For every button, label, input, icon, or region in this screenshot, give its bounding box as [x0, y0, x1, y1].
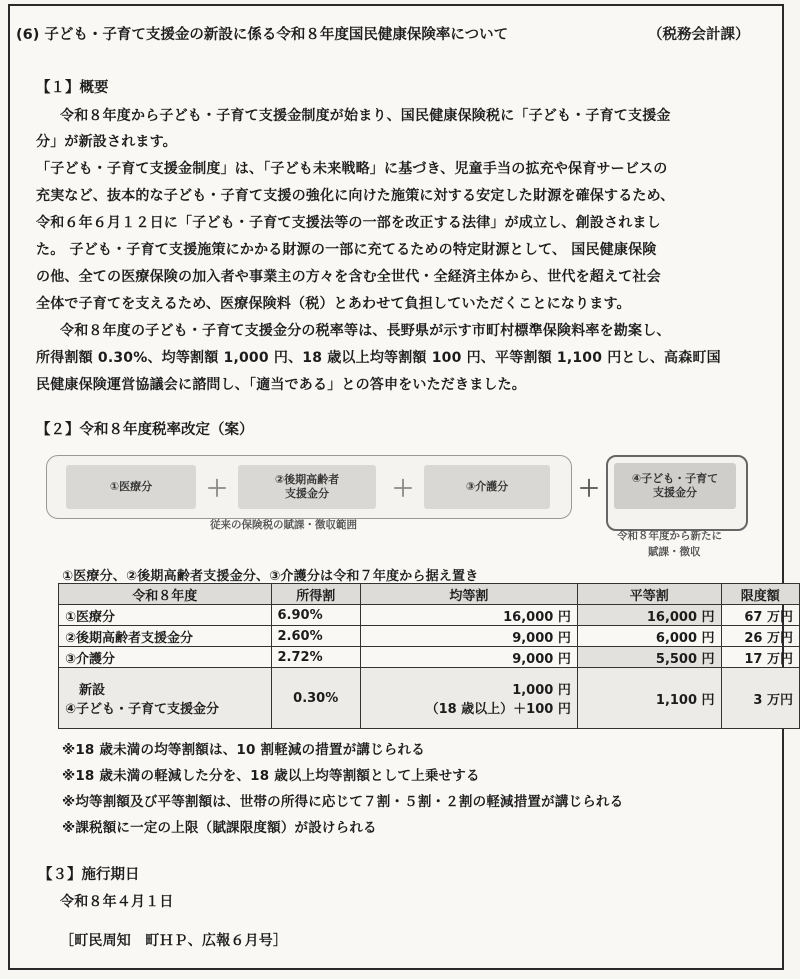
table-note: ①医療分、②後期高齢者支援金分、③介護分は令和７年度から据え置き	[62, 569, 479, 584]
table-row	[59, 647, 800, 668]
income-rate: 2.72%	[271, 647, 360, 668]
child-support-row-label: ④子ども・子育て支援金分	[65, 702, 220, 717]
section3-heading: 【３】施行期日	[38, 867, 140, 883]
footnote: ※課税額に一定の上限（賦課限度額）が設けられる	[62, 820, 377, 836]
paragraph-line: 全体で子育てを支えるため、医療保険料（税）とあわせて負担していただくことになります。	[36, 296, 631, 312]
document-title: (6) 子ども・子育て支援金の新設に係る令和８年度国民健康保険率について	[16, 27, 509, 43]
plus-sign: ＋	[392, 477, 415, 502]
paragraph-line: 分」が新設されます。	[36, 134, 177, 150]
paragraph-line: 充実など、抜本的な子ども・子育て支援の強化に向けた施策に対する安定した財源を確保するため、	[36, 188, 675, 204]
paragraph-line: 令和８年度から子ども・子育て支援金制度が始まり、国民健康保険税に「子ども・子育て支援金	[60, 108, 671, 124]
header-income-levy: 所得割	[271, 584, 360, 605]
elderly-support-label: ②後期高齢者	[274, 472, 340, 486]
household-amount: 16,000 円	[577, 605, 721, 626]
elderly-support-label-2: 支援金分	[284, 487, 329, 500]
existing-scope-caption: 従来の保険税の賦課・徴収範囲	[210, 519, 357, 531]
elderly-support-box	[238, 465, 376, 509]
per-capita-amount: 9,000 円	[360, 626, 577, 647]
paragraph-line: 令和８年度の子ども・子育て支援金分の税率等は、長野県が示す市町村標準保険料率を勘案し、	[60, 323, 671, 339]
child-support-label-2: 支援金分	[652, 486, 697, 499]
paragraph-line: 令和６年６月１２日に「子ども・子育て支援法等の一部を改正する法律」が成立し、創設されまし	[36, 215, 661, 231]
limit-amount: 67 万円	[721, 605, 799, 626]
income-rate: 2.60%	[271, 626, 360, 647]
medical-portion-label: ①医療分	[109, 479, 153, 493]
care-portion-box	[424, 465, 550, 509]
new-scope-caption-2: 賦課・徴収	[648, 546, 701, 558]
row-label: ③介護分	[59, 647, 272, 668]
table-row	[59, 605, 800, 626]
header-per-household: 平等割	[577, 584, 721, 605]
limit-amount: 17 万円	[721, 647, 799, 668]
paragraph-line: の他、全ての医療保険の加入者や事業主の方々を含む全世代・全経済主体から、世代を超えて社会	[36, 269, 661, 285]
table-row	[59, 626, 800, 647]
limit-amount: 26 万円	[721, 626, 799, 647]
effective-date: 令和８年４月１日	[60, 894, 174, 910]
medical-portion-box	[66, 465, 196, 509]
income-rate: 6.90%	[271, 605, 360, 626]
table-header-row	[59, 584, 800, 605]
footnote: ※18 歳未満の均等割額は、10 割軽減の措置が講じられる	[62, 742, 425, 758]
per-capita-amount: 9,000 円	[360, 647, 577, 668]
plus-sign: ＋	[206, 477, 229, 502]
household-amount: 1,100 円	[577, 668, 721, 729]
care-portion-label: ③介護分	[465, 479, 509, 493]
footnote: ※均等割額及び平等割額は、世帯の所得に応じて７割・５割・２割の軽減措置が講じられる	[62, 794, 624, 810]
row-label: ①医療分	[59, 605, 272, 626]
table-row-new	[59, 668, 800, 729]
child-support-label: ④子ども・子育て	[631, 471, 719, 485]
header-per-capita: 均等割	[360, 584, 577, 605]
new-label: 新設	[79, 683, 106, 698]
header-limit: 限度額	[721, 584, 799, 605]
per-capita-cell	[360, 668, 577, 729]
paragraph-line: 「子ども・子育て支援金制度」は、「子ども未来戦略」に基づき、児童手当の拡充や保育サービスの	[36, 161, 668, 177]
header-fiscal-year: 令和８年度	[59, 584, 272, 605]
plus-sign: ＋	[578, 477, 601, 502]
per-capita-amount: 1,000 円	[512, 683, 571, 698]
paragraph-line: 民健康保険運営協議会に諮問し、「適当である」との答申をいただきました。	[36, 377, 526, 393]
adult-surcharge-amount: （18 歳以上）＋100 円	[425, 702, 571, 717]
household-amount: 5,500 円	[577, 647, 721, 668]
new-row-label-cell	[59, 668, 272, 729]
per-capita-amount: 16,000 円	[360, 605, 577, 626]
section2-heading: 【２】令和８年度税率改定（案）	[36, 422, 254, 438]
row-label: ②後期高齢者支援金分	[59, 626, 272, 647]
department-label: （税務会計課）	[648, 27, 750, 43]
tax-rate-table	[58, 583, 800, 729]
income-rate: 0.30%	[271, 668, 360, 729]
child-support-box	[614, 463, 736, 509]
limit-amount: 3 万円	[721, 668, 799, 729]
new-scope-caption: 令和８年度から新たに	[617, 530, 722, 542]
footnote: ※18 歳未満の軽減した分を、18 歳以上均等割額として上乗せする	[62, 768, 480, 784]
paragraph-line: た。 子ども・子育て支援施策にかかる財源の一部に充てるための特定財源として、 国民健康保険	[36, 242, 657, 258]
section1-heading: 【１】概要	[36, 80, 109, 96]
public-notice: ［町民周知 町ＨＰ、広報６月号］	[60, 933, 288, 949]
household-amount: 6,000 円	[577, 626, 721, 647]
paragraph-line: 所得割額 0.30%、均等割額 1,000 円、18 歳以上均等割額 100 円、平等割額 1,100 円とし、高森町国	[36, 350, 721, 366]
